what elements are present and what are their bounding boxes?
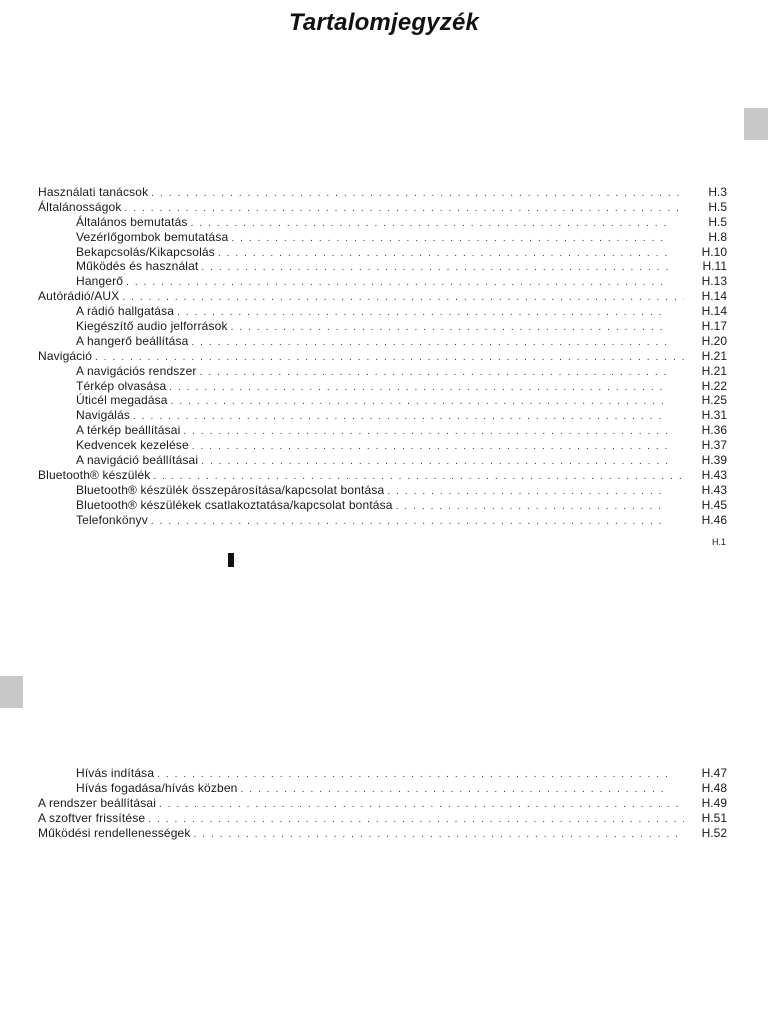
toc-entry[interactable] [0,379,768,394]
toc-dot-leader [194,828,684,843]
toc-entry[interactable] [0,483,768,498]
toc-entry-title: Általános bemutatás [76,214,188,229]
toc-entry-title: Bluetooth® készülék összepárosítása/kapcsolat bontása [76,482,385,497]
toc-entry-page: H.14 [701,289,727,304]
toc-entry[interactable] [0,498,768,513]
toc-entry-page: H.22 [701,378,727,393]
toc-entry[interactable] [0,811,768,826]
toc-entry-title: Térkép olvasása [76,378,167,393]
toc-entry-page: H.43 [701,482,727,497]
toc-entry-title: Kiegészítő audio jelforrások [76,319,228,334]
side-tab-marker-left [0,676,23,708]
toc-entry-title: Hívás fogadása/hívás közben [76,780,238,795]
toc-entry-page: H.49 [701,795,727,810]
toc-entry-title: Használati tanácsok [38,185,149,199]
toc-entry-page: H.47 [701,766,727,780]
toc-entry[interactable] [0,423,768,438]
toc-entry[interactable] [0,781,768,796]
toc-entry[interactable] [0,215,768,230]
toc-entry-page: H.11 [702,259,727,274]
toc-entry-title: Bluetooth® készülékek csatlakoztatása/kapcsolat bontása [76,497,393,512]
toc-entry-page: H.17 [701,319,727,334]
toc-entry-title: A navigáció beállításai [76,453,199,468]
toc-list-block-1 [0,185,768,527]
toc-entry-title: Kedvencek kezelése [76,438,189,453]
toc-entry[interactable] [0,438,768,453]
toc-entry-title: A navigációs rendszer [76,363,197,378]
toc-entry-page: H.14 [701,304,727,319]
toc-entry-page: H.36 [701,423,727,438]
toc-entry-title: A rádió hallgatása [76,304,175,319]
toc-entry[interactable] [0,289,768,304]
page-marker [228,553,234,567]
toc-entry[interactable] [0,408,768,423]
toc-entry[interactable] [0,826,768,841]
toc-entry-title: Vezérlőgombok bemutatása [76,229,229,244]
toc-entry-page: H.46 [701,512,727,527]
toc-entry[interactable] [0,766,768,781]
toc-entry-title: A hangerő beállítása [76,333,189,348]
toc-entry-page: H.21 [701,363,727,378]
toc-entry-page: H.52 [701,825,727,840]
toc-entry-page: H.31 [701,408,727,423]
toc-entry-title: Bluetooth® készülék [38,467,151,482]
toc-entry[interactable] [0,259,768,274]
page-number: H.1 [711,537,726,547]
toc-entry-title: Általánosságok [38,199,122,214]
page-title: Tartalomjegyzék [288,9,480,36]
toc-entry-title: Működés és használat [76,259,199,274]
toc-entry-title: Bekapcsolás/Kikapcsolás [76,244,215,259]
toc-list-block-2 [0,766,768,840]
toc-entry-page: H.39 [701,453,727,468]
toc-entry-page: H.5 [708,199,727,214]
toc-entry-page: H.45 [701,497,727,512]
toc-entry-page: H.25 [701,393,727,408]
toc-entry-title: Autórádió/AUX [38,289,120,304]
toc-entry-page: H.10 [701,244,727,259]
toc-entry-page: H.5 [708,214,727,229]
toc-entry-page: H.51 [701,810,727,825]
toc-entry-line [38,826,684,843]
toc-entry[interactable] [0,393,768,408]
toc-entry-title: A rendszer beállításai [38,795,157,810]
toc-entry[interactable] [0,185,768,200]
toc-entry[interactable] [0,274,768,289]
toc-entry[interactable] [0,245,768,260]
toc-entry-page: H.48 [701,780,727,795]
toc-entry-page: H.43 [701,467,727,482]
toc-entry-page: H.13 [701,274,727,289]
toc-entry-page: H.21 [701,348,727,363]
toc-entry[interactable] [0,453,768,468]
toc-entry-title: Hangerő [76,274,124,289]
toc-entry-page: H.8 [708,229,727,244]
toc-entry-title: A térkép beállításai [76,423,181,438]
toc-entry[interactable] [0,319,768,334]
toc-entry[interactable] [0,364,768,379]
toc-entry-title: Működési rendellenességek [38,825,191,840]
toc-entry[interactable] [0,304,768,319]
toc-entry[interactable] [0,200,768,215]
toc-entry-title: Navigáció [38,348,93,363]
toc-entry[interactable] [0,230,768,245]
toc-entry[interactable] [0,334,768,349]
toc-entry-title: Navigálás [76,408,131,423]
side-tab-marker-right [744,108,768,140]
toc-dot-leader [151,515,668,530]
toc-entry-page: H.20 [701,333,727,348]
toc-entry[interactable] [0,468,768,483]
toc-entry-title: A szoftver frissítése [38,810,146,825]
toc-entry-title: Hívás indítása [76,766,155,780]
toc-entry-line [76,513,668,530]
toc-entry-title: Úticél megadása [76,393,168,408]
toc-entry[interactable] [0,349,768,364]
toc-entry[interactable] [0,513,768,528]
toc-entry-page: H.3 [708,185,727,199]
toc-entry-title: Telefonkönyv [76,512,148,527]
toc-entry[interactable] [0,796,768,811]
toc-entry-page: H.37 [701,438,727,453]
